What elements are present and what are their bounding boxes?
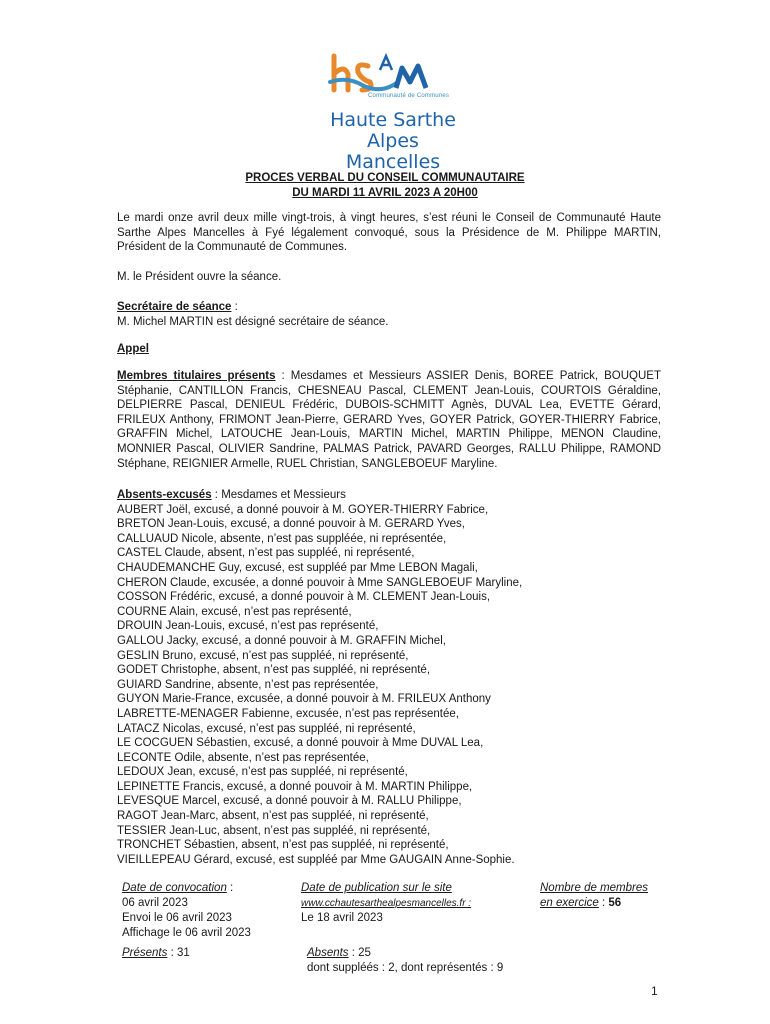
publication-date: Le 18 avril 2023: [301, 912, 383, 924]
members-present-list: : Mesdames et Messieurs ASSIER Denis, BOREE Patrick, BOUQUET Stéphanie, CANTILLON Francis, CHESNEAU Pascal, CLEMENT Jean-Louis, COURTOIS Géraldine, DELPIERRE Pascal, DENIEUL Frédéric, DUBOIS-SCHMITT Agnès, DUVAL Lea, EVETTE Gérard, FRILEUX Anthony, FRIMONT Jean-Pierre, GERARD Yves, GOYER Patrick, GOYER-THIERRY Fabrice, GRAFFIN Michel, LATOUCHE Jean-Louis, MARTIN Michel, MARTIN Philippe, MENON Claudine, MONNIER Pascal, OLIVIER Sandrine, PALMAS Patrick, PAVARD Georges, RALLU Philippe, RAMOND Stéphane, REIGNIER Armelle, RUEL Christian, SANGLEBOEUF Maryline.: [117, 370, 661, 470]
logo-name: [318, 110, 468, 173]
logo-name-line2: Alpes Mancelles: [345, 130, 441, 173]
absent-line: GALLOU Jacky, excusé, a donné pouvoir à M. GRAFFIN Michel,: [117, 634, 446, 647]
absent-line: TESSIER Jean-Luc, absent, n’est pas suppléé, ni représenté,: [117, 824, 431, 837]
secretary-section: [117, 300, 661, 329]
absents-count-label: Absents: [307, 947, 349, 959]
absent-line: CHERON Claude, excusée, a donné pouvoir à Mme SANGLEBOEUF Maryline,: [117, 576, 523, 589]
convocation-date: 06 avril 2023: [122, 897, 188, 909]
appel-label: Appel: [117, 343, 149, 355]
presents-value: : 31: [167, 947, 190, 959]
absent-line: LECONTE Odile, absente, n’est pas représentée,: [117, 751, 369, 764]
convocation-block: [122, 881, 251, 941]
absent-line: GUYON Marie-France, excusée, a donné pouvoir à M. FRILEUX Anthony: [117, 693, 491, 706]
absent-line: GESLIN Bruno, excusé, n’est pas suppléé, ni représenté,: [117, 649, 409, 662]
absent-line: GUIARD Sandrine, absente, n’est pas représentée,: [117, 678, 379, 691]
intro-paragraph: Le mardi onze avril deux mille vingt-trois, à vingt heures, s’est réuni le Conseil de Communauté Haute Sarthe Alpes Mancelles à Fyé légalement convoqué, sous la Présidence de M. Philippe MARTIN, Président de la Communauté de Communes.: [117, 212, 661, 254]
absents-count-detail: dont suppléés : 2, dont représentés : 9: [307, 962, 504, 974]
envoi-date: Envoi le 06 avril 2023: [122, 912, 232, 924]
absents-section: [117, 488, 661, 867]
members-count-label-1: Nombre de membres: [540, 882, 649, 894]
presents-label: Présents: [122, 947, 168, 959]
absents-suffix: : Mesdames et Messieurs: [211, 489, 346, 501]
members-count-suffix: :: [598, 897, 609, 909]
absent-line: CALLUAUD Nicole, absente, n’est pas suppléée, ni représentée,: [117, 532, 447, 545]
absent-line: DROUIN Jean-Louis, excusé, n’est pas représenté,: [117, 620, 379, 633]
presents-block: [122, 946, 190, 961]
convocation-suffix: :: [226, 882, 234, 894]
absent-line: LE COCGUEN Sébastien, excusé, a donné pouvoir à Mme DUVAL Lea,: [117, 737, 484, 750]
members-present-paragraph: [117, 369, 661, 471]
members-count-value: 56: [608, 897, 622, 909]
members-count-label-2: en exercice: [540, 897, 599, 909]
absent-line: CHAUDEMANCHE Guy, excusé, est suppléé par Mme LEBON Magali,: [117, 561, 478, 574]
absent-line: TRONCHET Sébastien, absent, n’est pas suppléé, ni représenté,: [117, 839, 449, 852]
absent-line: AUBERT Joël, excusé, a donné pouvoir à M. GOYER-THIERRY Fabrice,: [117, 503, 489, 516]
absent-line: LEVESQUE Marcel, excusé, a donné pouvoir à M. RALLU Philippe,: [117, 795, 462, 808]
absent-line: LABRETTE-MENAGER Fabienne, excusée, n’est pas représentée,: [117, 707, 459, 720]
logo-tagline: Communauté de Communes: [368, 93, 450, 99]
convocation-label: Date de convocation: [122, 882, 227, 894]
publication-block: [301, 881, 471, 926]
members-count-block: [540, 881, 648, 911]
absents-count-value: : 25: [348, 947, 371, 959]
affichage-date: Affichage le 06 avril 2023: [122, 927, 251, 939]
absent-line: GODET Christophe, absent, n’est pas suppléé, ni représenté,: [117, 664, 431, 677]
publication-label: Date de publication sur le site: [301, 882, 452, 894]
absents-count-block: [307, 946, 503, 976]
absent-line: LEDOUX Jean, excusé, n’est pas suppléé, ni représenté,: [117, 766, 408, 779]
secretary-suffix: :: [231, 301, 238, 313]
absent-line: RAGOT Jean-Marc, absent, n’est pas suppléé, ni représenté,: [117, 810, 429, 823]
absent-line: COURNE Alain, excusé, n’est pas représenté,: [117, 605, 352, 618]
absent-line: BRETON Jean-Louis, excusé, a donné pouvoir à M. GERARD Yves,: [117, 518, 465, 531]
secretary-label: Secrétaire de séance: [117, 301, 232, 313]
absent-line: COSSON Frédéric, excusé, a donné pouvoir à M. CLEMENT Jean-Louis,: [117, 591, 491, 604]
page-number: 1: [651, 984, 658, 998]
logo-name-line1: Haute Sarthe: [330, 109, 456, 131]
document-title-line2: DU MARDI 11 AVRIL 2023 A 20H00: [292, 187, 478, 199]
absent-line: VIEILLEPEAU Gérard, excusé, est suppléé par Mme GAUGAIN Anne-Sophie.: [117, 853, 515, 866]
secretary-text: M. Michel MARTIN est désigné secrétaire de séance.: [117, 315, 389, 328]
appel-heading: [117, 342, 661, 357]
members-present-label: Membres titulaires présents: [117, 370, 276, 382]
document-title-line1: PROCES VERBAL DU CONSEIL COMMUNAUTAIRE: [245, 172, 525, 184]
publication-site-link[interactable]: www.cchautesarthealpesmancelles.fr :: [301, 898, 472, 909]
absent-line: LEPINETTE Francis, excusé, a donné pouvoir à M. MARTIN Philippe,: [117, 780, 473, 793]
hsam-logo: [320, 52, 470, 173]
absent-line: CASTEL Claude, absent, n’est pas suppléé, ni représenté,: [117, 547, 415, 560]
absent-line: LATACZ Nicolas, excusé, n’est pas suppléé, ni représenté,: [117, 722, 416, 735]
opening-paragraph: M. le Président ouvre la séance.: [117, 271, 282, 283]
absents-label: Absents-excusés: [117, 489, 212, 501]
